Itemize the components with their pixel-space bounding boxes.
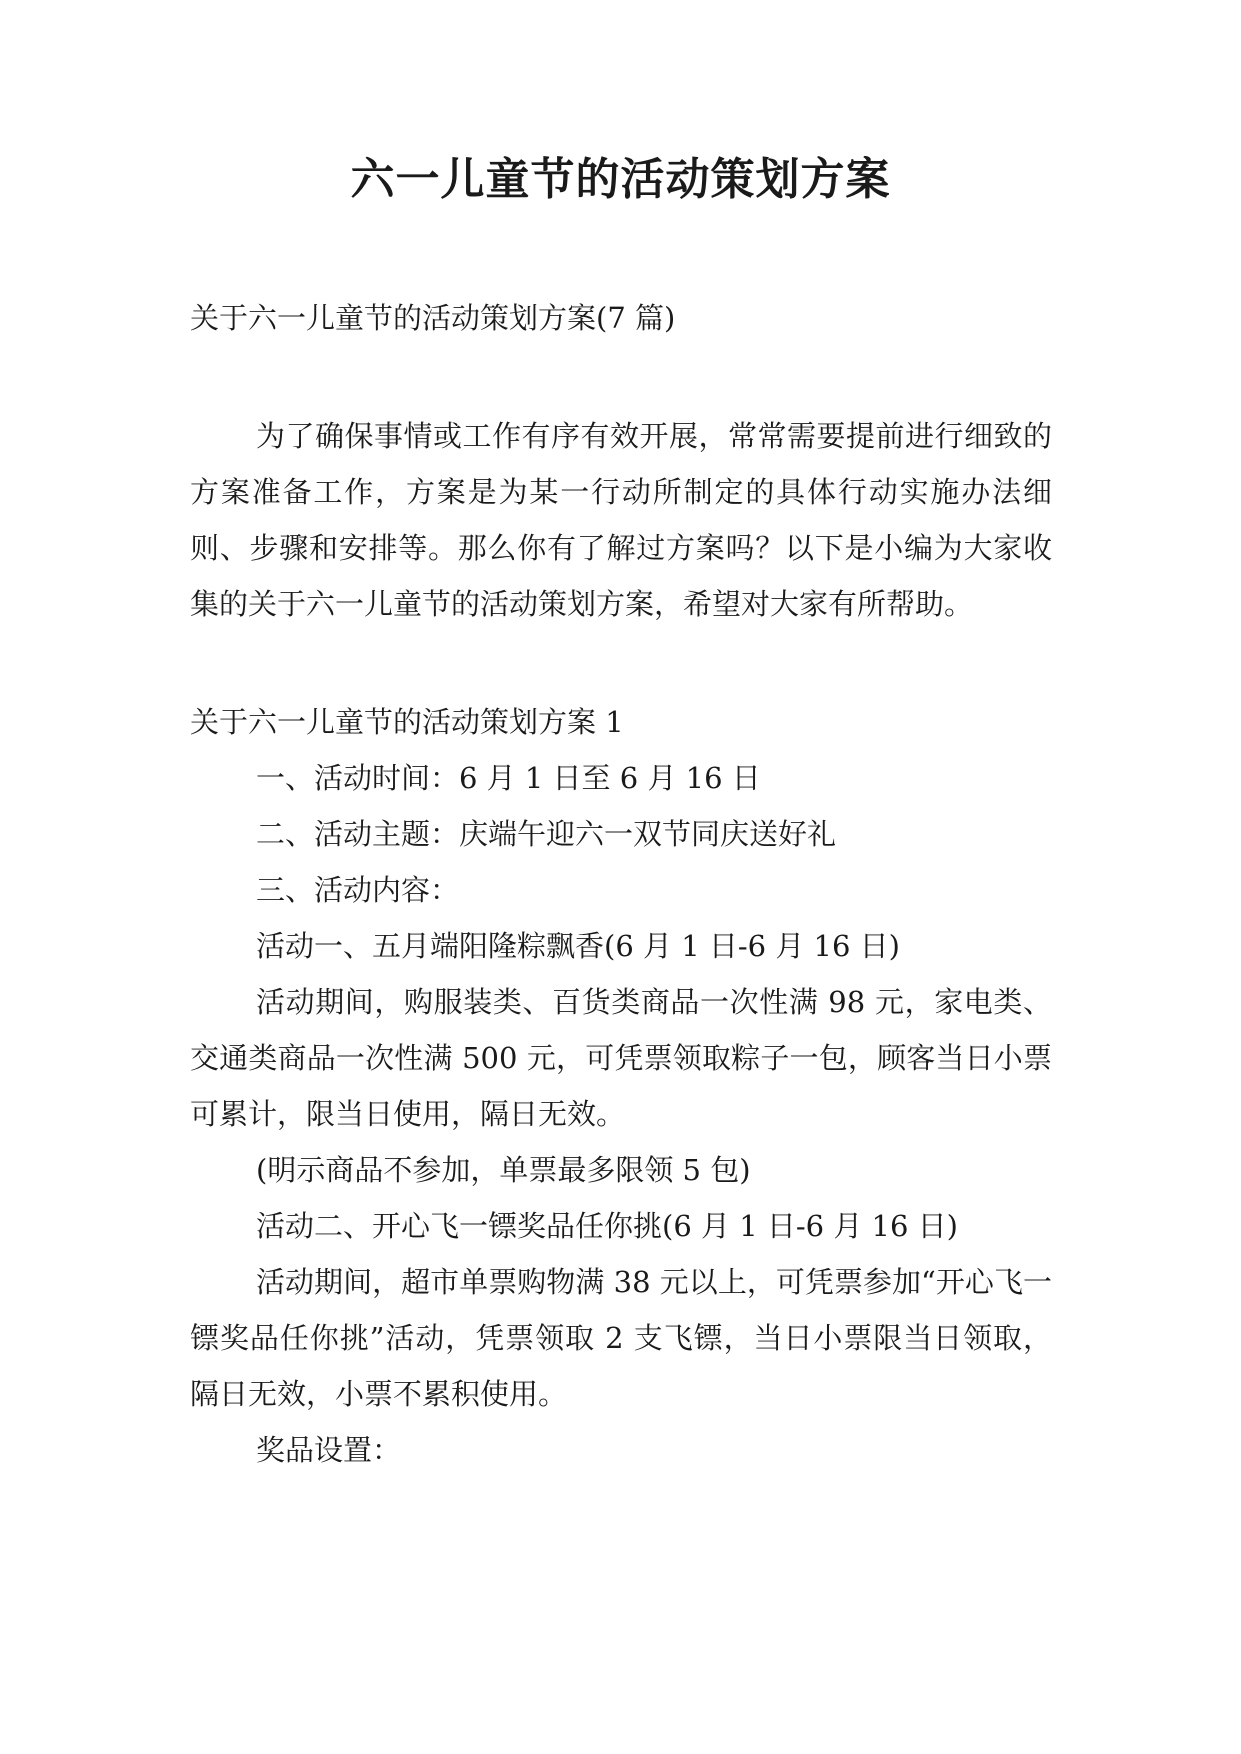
document-subtitle: 关于六一儿童节的活动策划方案(7 篇) [190, 301, 676, 335]
item-activity-time: 一、活动时间：6 月 1 日至 6 月 16 日 [256, 761, 761, 795]
item-activity-content: 三、活动内容： [256, 873, 460, 907]
intro-paragraph: 为了确保事情或工作有序有效开展，常常需要提前进行细致的方案准备工作，方案是为某一行动所制定的具体行动实施办法细则、步骤和安排等。那么你有了解过方案吗？以下是小编为大家收集的关于六一儿童节的活动策划方案，希望对大家有所帮助。 [190, 419, 1052, 621]
activity-one-title: 活动一、五月端阳隆粽飘香(6 月 1 日-6 月 16 日) [256, 929, 900, 963]
item-activity-theme: 二、活动主题：庆端午迎六一双节同庆送好礼 [256, 817, 837, 851]
document-body [190, 290, 1052, 1478]
activity-two-description: 活动期间，超市单票购物满 38 元以上，可凭票参加“开心飞一镖奖品任你挑”活动，凭票领取 2 支飞镖，当日小票限当日领取，隔日无效，小票不累积使用。 [190, 1265, 1052, 1411]
section-heading: 关于六一儿童节的活动策划方案 1 [190, 705, 624, 739]
prize-heading: 奖品设置： [256, 1433, 402, 1467]
activity-two-title: 活动二、开心飞一镖奖品任你挑(6 月 1 日-6 月 16 日) [256, 1209, 958, 1243]
document-title: 六一儿童节的活动策划方案 [350, 154, 891, 205]
activity-one-note: (明示商品不参加，单票最多限领 5 包) [256, 1153, 751, 1187]
activity-one-description: 活动期间，购服装类、百货类商品一次性满 98 元，家电类、交通类商品一次性满 500 元，可凭票领取粽子一包，顾客当日小票可累计，限当日使用，隔日无效。 [190, 985, 1052, 1131]
